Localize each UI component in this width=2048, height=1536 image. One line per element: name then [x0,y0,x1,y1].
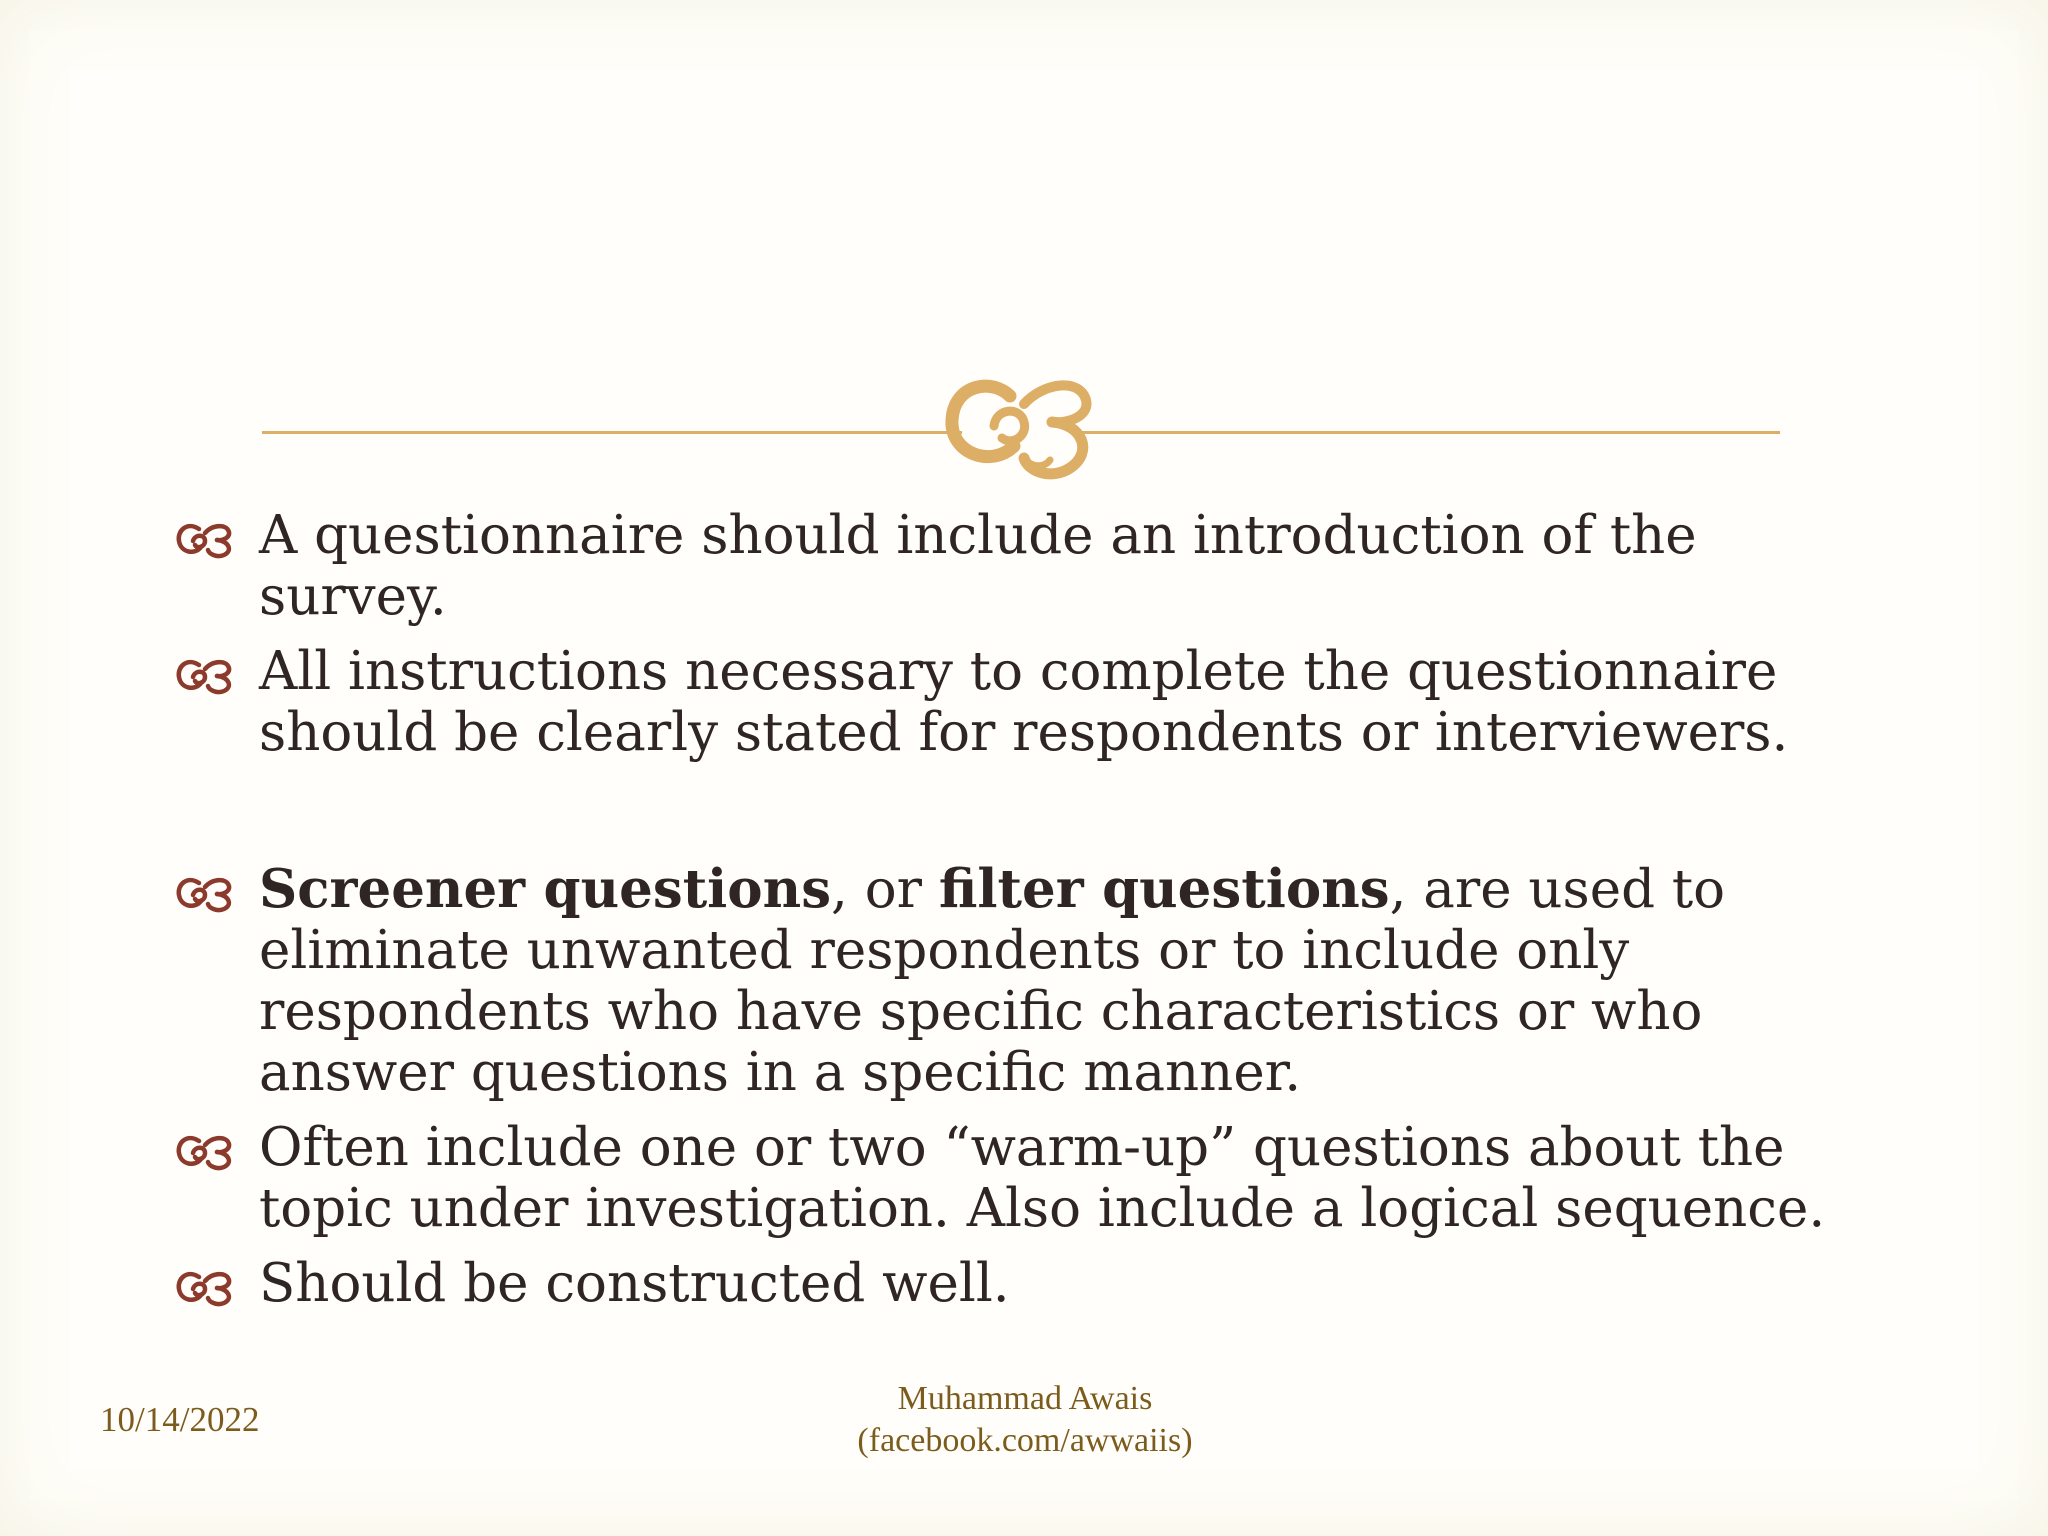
bullet-text-fragment: , are used to [1389,859,1726,920]
footer-author [780,1378,1270,1462]
bullet-text-line: survey. [259,566,447,627]
bullet-text-line: should be clearly stated for respondents or interviewers. [259,702,1789,763]
bullet-text-line: Should be constructed well. [259,1253,1010,1314]
bullet-item-screener-questions [175,859,1875,1103]
curl-bullet-icon [175,1267,235,1307]
curl-bullet-icon [175,873,235,913]
author-name: Muhammad Awais [897,1380,1153,1417]
bullet-text-line: All instructions necessary to complete the questionnaire [259,641,1778,702]
bullet-text-line: eliminate unwanted respondents or to include only [259,920,1630,981]
bullet-text-line: A questionnaire should include an introduction of the [259,505,1697,566]
title-divider-left [262,431,962,434]
author-link: (facebook.com/awwaiis) [857,1422,1193,1459]
bullet-item-constructed-well [175,1253,1875,1314]
bullet-item-warm-up [175,1117,1875,1239]
scroll-ornament-icon [940,360,1100,490]
bullet-text-line: Often include one or two “warm-up” questions about the [259,1117,1785,1178]
bullet-text-line: topic under investigation. Also include a logical sequence. [259,1178,1826,1239]
bullet-item-introduction [175,505,1875,627]
title-divider-right [1080,431,1780,434]
curl-bullet-icon [175,1131,235,1171]
curl-bullet-icon [175,655,235,695]
bullet-text-line: answer questions in a specific manner. [259,1042,1302,1103]
bullet-item-instructions [175,641,1875,763]
bullet-text-fragment: , or [831,859,939,920]
curl-bullet-icon [175,519,235,559]
footer-date: 10/14/2022 [100,1400,260,1439]
screener-questions-term: Screener questions [259,858,832,920]
bullet-list [175,505,1875,1328]
bullet-text-line: respondents who have specific characteristics or who [259,981,1703,1042]
filter-questions-term: filter questions [938,858,1390,920]
